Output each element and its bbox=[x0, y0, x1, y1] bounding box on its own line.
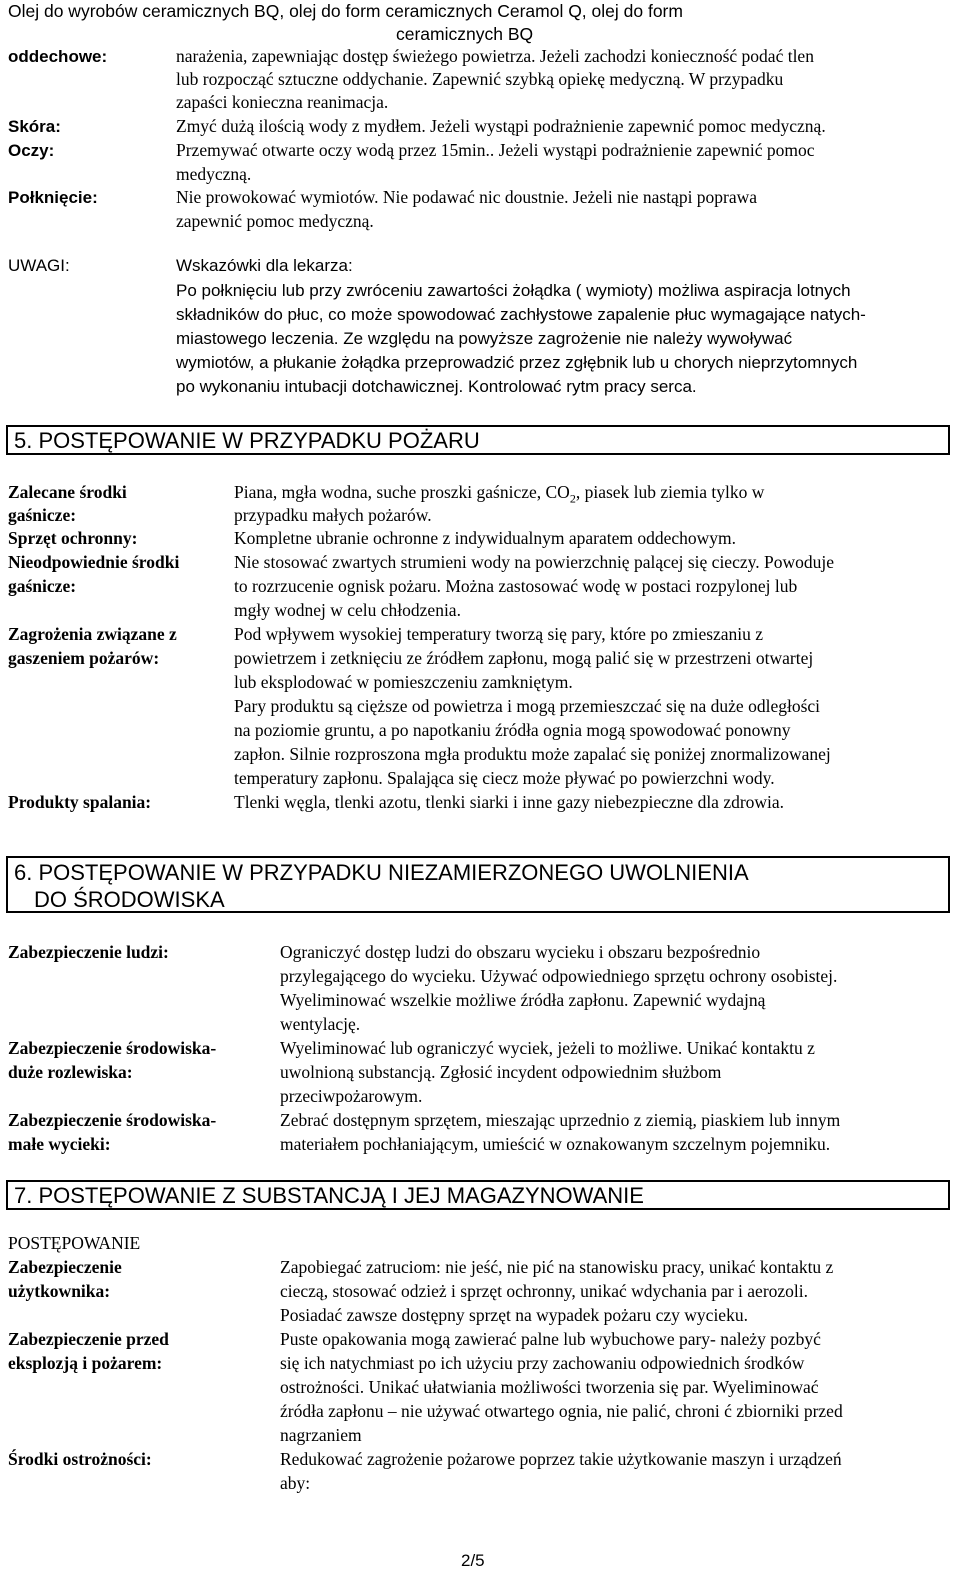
label-male-wycieki: małe wycieki: bbox=[8, 1134, 111, 1154]
label-sprzet-ochronny: Sprzęt ochronny: bbox=[8, 528, 138, 548]
oczy-line: medyczną. bbox=[176, 164, 252, 184]
skora-text: Zmyć dużą ilością wody z mydłem. Jeżeli wystąpi podrażnienie zapewnić pomoc medyczną. bbox=[176, 116, 826, 136]
section-5-title-box bbox=[6, 425, 950, 455]
oddechowe-line: narażenia, zapewniając dostęp świeżego powietrza. Jeżeli zachodzi konieczność podać tlen bbox=[176, 46, 814, 66]
label-duze-rozlewiska: duże rozlewiska: bbox=[8, 1062, 133, 1082]
section-5-line: Nie stosować zwartych strumieni wody na powierzchnię palącej się cieczy. Powoduje bbox=[234, 552, 834, 572]
section-7-line: Redukować zagrożenie pożarowe poprzez takie użytkowanie maszyn i urządzeń bbox=[280, 1449, 842, 1469]
section-5-line: powietrzem i zetknięciu ze źródłem zapłonu, mogą palić się w przestrzeni otwartej bbox=[234, 648, 814, 668]
section-5-line: Tlenki węgla, tlenki azotu, tlenki siarki i inne gazy niebezpieczne dla zdrowia. bbox=[234, 792, 785, 812]
section-5-line: Pary produktu są cięższe od powietrza i mogą przemieszczać się na duże odległości bbox=[234, 696, 821, 716]
page-number: 2/5 bbox=[461, 1551, 485, 1570]
uwagi-line: miastowego leczenia. Ze względu na powyższe zagrożenie nie należy wywoływać bbox=[176, 329, 793, 348]
section-7-line: ostrożności. Unikać ułatwiania możliwości tworzenia się par. Wyeliminować bbox=[280, 1377, 819, 1397]
label-zabezpieczenie-srodowiska: Zabezpieczenie środowiska- bbox=[8, 1038, 217, 1058]
subheading-postepowanie: POSTĘPOWANIE bbox=[8, 1233, 141, 1253]
section-6-title-box bbox=[6, 856, 950, 913]
uwagi-line: wymiotów, a płukanie żołądka przeprowadzić przez zgłębnik lub u chorych nieprzytomnych bbox=[176, 353, 858, 372]
section-7-title-box bbox=[6, 1180, 950, 1210]
section-5-line: na poziomie gruntu, a po napotkaniu źródła ognia mogą spowodować ponowny bbox=[234, 720, 791, 740]
section-5-line: przypadku małych pożarów. bbox=[234, 505, 432, 525]
label-gaszeniem-pozarow: gaszeniem pożarów: bbox=[8, 648, 160, 668]
label-zabezpieczenie-ludzi: Zabezpieczenie ludzi: bbox=[8, 942, 169, 962]
label-zagrozenia: Zagrożenia związane z bbox=[8, 624, 177, 644]
section-6-line: materiałem pochłaniającym, umieścić w oznakowanym szczelnym pojemniku. bbox=[280, 1134, 831, 1154]
label-zabezpieczenie-przed: Zabezpieczenie przed bbox=[8, 1329, 169, 1349]
section-6-line: Ograniczyć dostęp ludzi do obszaru wycieku i obszaru bezpośrednio bbox=[280, 942, 761, 962]
section-5-line: temperatury zapłonu. Spalająca się ciecz może pływać po powierzchni wody. bbox=[234, 768, 775, 788]
uwagi-line: Po połknięciu lub przy zwróceniu zawartości żołądka ( wymioty) możliwa aspiracja lotnych bbox=[176, 281, 851, 300]
label-zabezpieczenie-srodowiska: Zabezpieczenie środowiska- bbox=[8, 1110, 217, 1130]
section-6-line: przeciwpożarowym. bbox=[280, 1086, 423, 1106]
label-nieodpowiednie-srodki: Nieodpowiednie środki bbox=[8, 552, 180, 572]
label-gasnicze: gaśnicze: bbox=[8, 505, 77, 525]
label-skora: Skóra: bbox=[8, 117, 61, 136]
section-5-line: to rozrzucenie ognisk pożaru. Można zastosować wodę w postaci rozpylonej lub bbox=[234, 576, 798, 596]
section-6-line: Wyeliminować lub ograniczyć wyciek, jeżeli to możliwe. Unikać kontaktu z bbox=[280, 1038, 815, 1058]
label-uwagi: UWAGI: bbox=[8, 256, 70, 275]
uwagi-line: składników do płuc, co może spowodować zachłystowe zapalenie płuc wymagające natych- bbox=[176, 305, 866, 324]
polkniecie-line: Nie prowokować wymiotów. Nie podawać nic doustnie. Jeżeli nie nastąpi poprawa bbox=[176, 187, 758, 207]
extinguishing-agents-text: Piana, mgła wodna, suche proszki gaśnicze, $CO_2$, piasek lub ziemia tylko w bbox=[234, 482, 765, 506]
section-6-line: Wyeliminować wszelkie możliwe źródła zapłonu. Zapewnić wydajną bbox=[280, 990, 766, 1010]
section-6-line: wentylację. bbox=[280, 1014, 361, 1034]
section-7-line: Posiadać zawsze dostępny sprzęt na wypadek pożaru czy wycieku. bbox=[280, 1305, 748, 1325]
oddechowe-line: lub rozpocząć sztuczne oddychanie. Zapewnić szybką opiekę medyczną. W przypadku bbox=[176, 69, 784, 89]
section-7-line: Zapobiegać zatruciom: nie jeść, nie pić na stanowisku pracy, unikać kontaktu z bbox=[280, 1257, 834, 1277]
section-5-line: lub eksplodować w pomieszczeniu zamkniętym. bbox=[234, 672, 573, 692]
section-7-line: się ich natychmiast po ich użyciu przy zachowaniu odpowiednich środków bbox=[280, 1353, 805, 1373]
uwagi-line: po wykonaniu intubacji dotchawicznej. Kontrolować rytm pracy serca. bbox=[176, 377, 697, 396]
label-oczy: Oczy: bbox=[8, 141, 55, 160]
oddechowe-line: zapaści konieczna reanimacja. bbox=[176, 92, 389, 112]
section-6-line: przylegającego do wycieku. Używać odpowiedniego sprzętu ochrony osobistej. bbox=[280, 966, 838, 986]
polkniecie-line: zapewnić pomoc medyczną. bbox=[176, 211, 374, 231]
label-uzytkownika: użytkownika: bbox=[8, 1281, 111, 1301]
section-5-line: Kompletne ubranie ochronne z indywidualnym aparatem oddechowym. bbox=[234, 528, 736, 548]
section-5-line: zapłon. Silnie rozproszona mgła produktu może zapalać się poniżej znormalizowanej bbox=[234, 744, 831, 764]
uwagi-heading: Wskazówki dla lekarza: bbox=[176, 256, 353, 275]
oczy-line: Przemywać otwarte oczy wodą przez 15min.. Jeżeli wystąpi podrażnienie zapewnić pomoc bbox=[176, 140, 815, 160]
label-srodki-ostroznosci: Środki ostrożności: bbox=[8, 1449, 152, 1469]
section-5-line: mgły wodnej w celu chłodzenia. bbox=[234, 600, 461, 620]
section-6-title-line1: 6. POSTĘPOWANIE W PRZYPADKU NIEZAMIERZONEGO UWOLNIENIA bbox=[14, 860, 749, 885]
label-polkniecie: Połknięcie: bbox=[8, 188, 98, 207]
section-6-line: Zebrać dostępnym sprzętem, mieszając uprzednio z ziemią, piaskiem lub innym bbox=[280, 1110, 841, 1130]
label-oddechowe: oddechowe: bbox=[8, 47, 108, 66]
section-6-title-line2: DO ŚRODOWISKA bbox=[34, 887, 225, 912]
label-eksplozja-pozarem: eksplozją i pożarem: bbox=[8, 1353, 163, 1373]
label-gasnicze: gaśnicze: bbox=[8, 576, 77, 596]
section-6-line: uwolnioną substancją. Zgłosić incydent odpowiednim służbom bbox=[280, 1062, 722, 1082]
document-header-line2: ceramicznych BQ bbox=[396, 24, 534, 44]
section-7-line: Puste opakowania mogą zawierać palne lub wybuchowe pary- należy pozbyć bbox=[280, 1329, 821, 1349]
section-5-title: 5. POSTĘPOWANIE W PRZYPADKU POŻARU bbox=[14, 428, 480, 453]
section-7-line: źródła zapłonu – nie używać otwartego ognia, nie palić, chroni ć zbiorniki przed bbox=[280, 1401, 843, 1421]
section-5-line: Pod wpływem wysokiej temperatury tworzą się pary, które po zmieszaniu z bbox=[234, 624, 764, 644]
section-7-line: aby: bbox=[280, 1473, 311, 1493]
document-header-line1: Olej do wyrobów ceramicznych BQ, olej do form ceramicznych Ceramol Q, olej do form bbox=[8, 1, 683, 21]
label-zalecane-srodki: Zalecane środki bbox=[8, 482, 127, 502]
label-zabezpieczenie: Zabezpieczenie bbox=[8, 1257, 122, 1277]
section-7-title: 7. POSTĘPOWANIE Z SUBSTANCJĄ I JEJ MAGAZYNOWANIE bbox=[14, 1183, 644, 1208]
label-produkty-spalania: Produkty spalania: bbox=[8, 792, 152, 812]
section-7-line: nagrzaniem bbox=[280, 1425, 362, 1445]
section-7-line: cieczą, stosować odzież i sprzęt ochronny, unikać wdychania par i aerozoli. bbox=[280, 1281, 809, 1301]
